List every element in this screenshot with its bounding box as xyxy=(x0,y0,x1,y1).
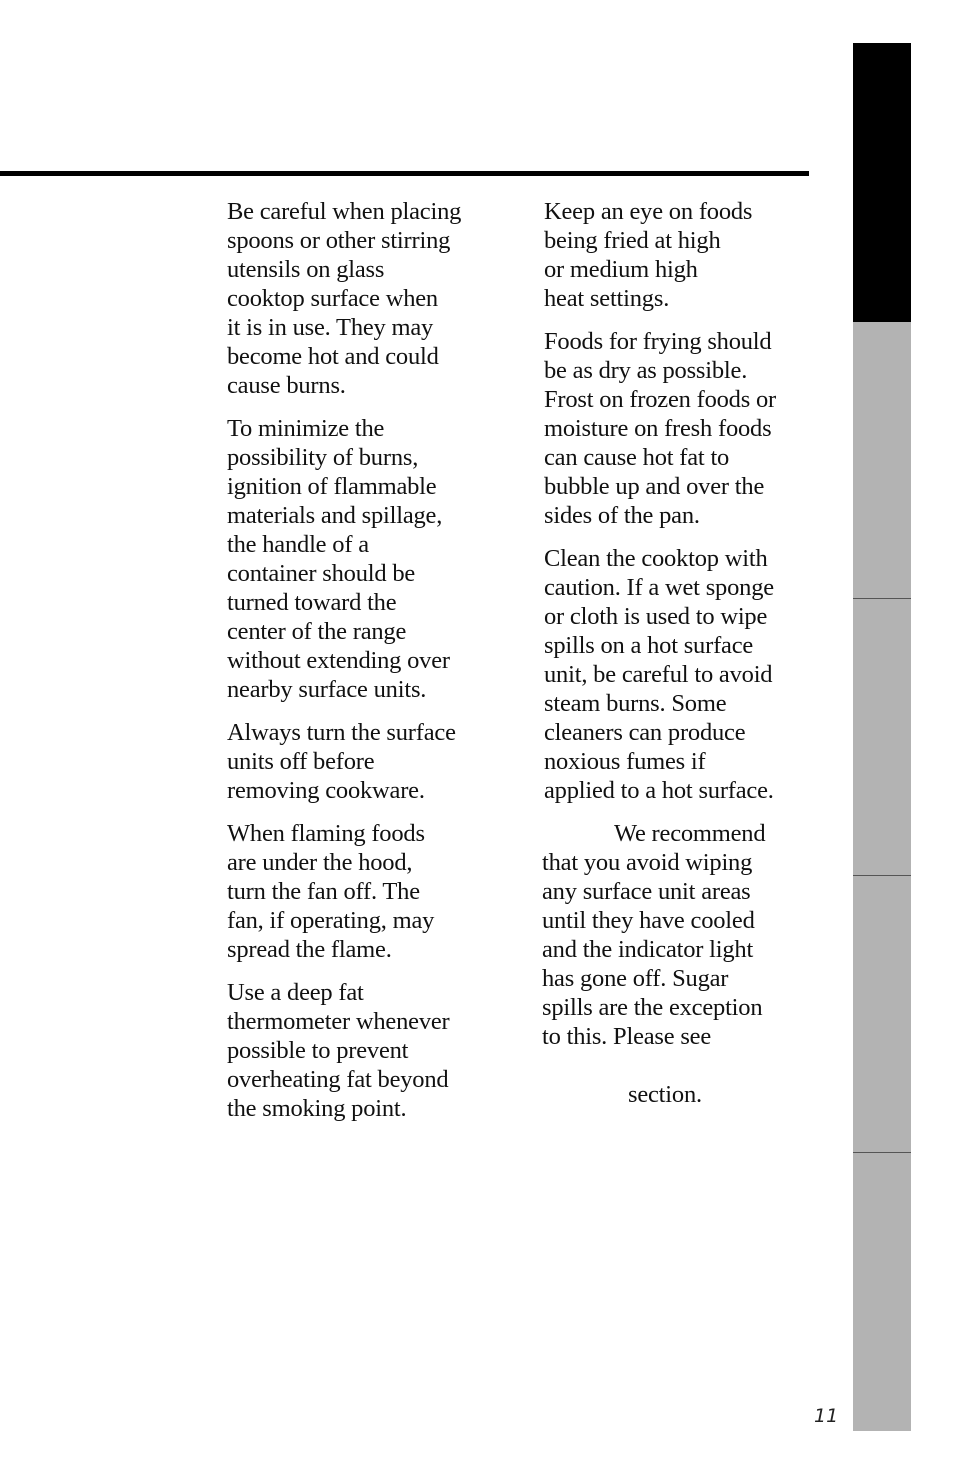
header-rule xyxy=(0,171,809,176)
note-section-reference: section. xyxy=(628,1081,702,1108)
paragraph-deep-fat-thermometer: Use a deep fat thermometer whenever possible to prevent overheating fat beyond the smoking point. xyxy=(227,979,450,1122)
paragraph-note xyxy=(542,819,819,1051)
paragraph-dry-foods: Foods for frying should be as dry as possible. Frost on frozen foods or moisture on fresh foods can cause hot fat to bubble up and over the sides of the pan. xyxy=(544,328,776,529)
paragraph-frying-watch: Keep an eye on foods being fried at high or medium high heat settings. xyxy=(544,198,753,312)
paragraph-turn-off-units: Always turn the surface units off before removing cookware. xyxy=(227,719,456,804)
section-tab-5 xyxy=(853,1153,911,1431)
paragraph-clean-cooktop: Clean the cooktop with caution. If a wet sponge or cloth is used to wipe spills on a hot surface unit, be careful to avoid steam burns. Some cleaners can produce noxious fumes if applied to a hot surface. xyxy=(544,545,774,804)
left-column xyxy=(227,197,502,1137)
paragraph-flaming-foods: When flaming foods are under the hood, turn the fan off. The fan, if operating, may spread the flame. xyxy=(227,820,435,963)
section-tab-active xyxy=(853,43,911,322)
section-tab-4 xyxy=(853,876,911,1153)
section-tab-2 xyxy=(853,322,911,599)
right-column xyxy=(544,197,819,1109)
section-tabs xyxy=(853,43,911,1431)
paragraph-handle-position: To minimize the possibility of burns, ignition of flammable materials and spillage, the handle of a container should be turned toward the center of the range without extending over nearby surface units. xyxy=(227,415,450,703)
section-tab-3 xyxy=(853,599,911,876)
note-text: We recommend that you avoid wiping any surface unit areas until they have cooled and the indicator light has gone off. Sugar spills are the exception to this. Please see xyxy=(542,820,766,1050)
paragraph-stirring-utensils: Be careful when placing spoons or other stirring utensils on glass cooktop surface when it is in use. They may become hot and could cause burns. xyxy=(227,198,462,399)
page-number: 11 xyxy=(814,1405,839,1427)
